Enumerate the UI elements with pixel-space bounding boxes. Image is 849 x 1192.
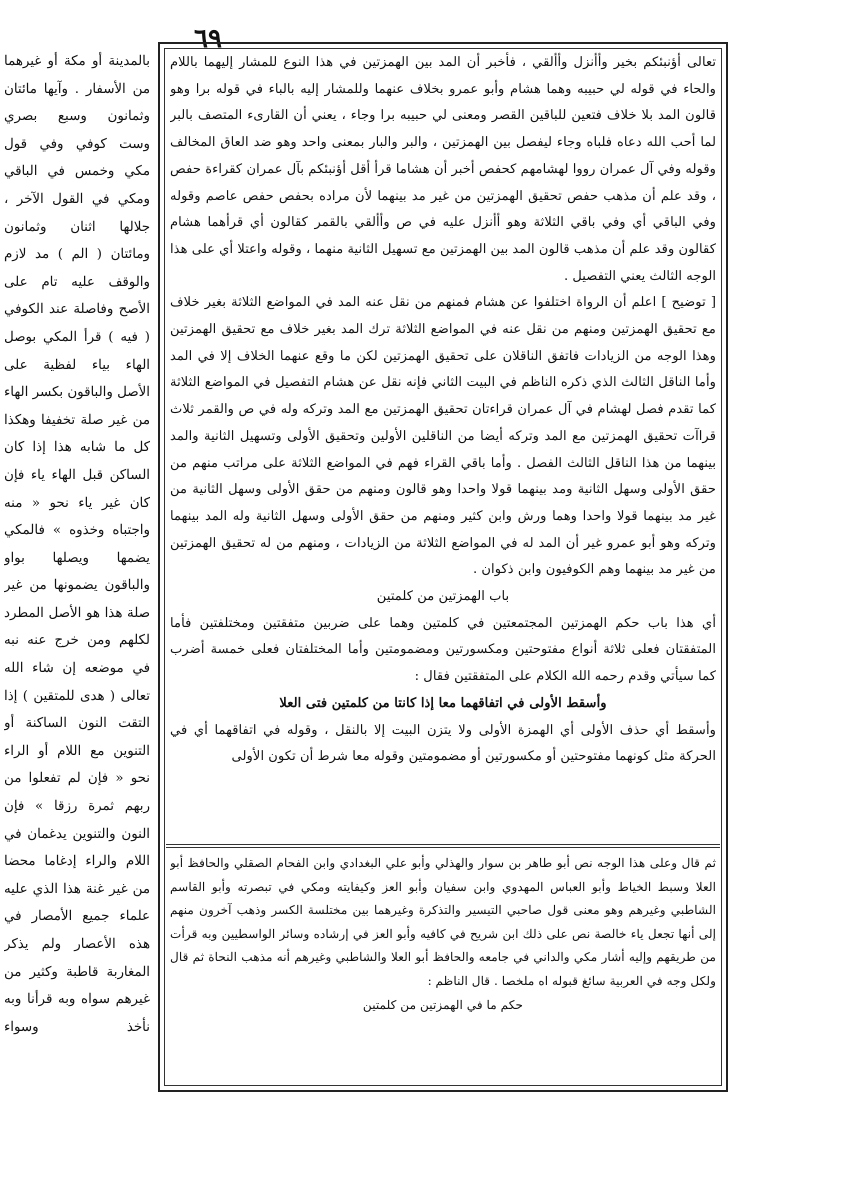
tawdih-paragraph: [ توضيح ] اعلم أن الرواة اختلفوا عن هشام فمنهم من نقل عنه المد في المواضع الثلاثة بغير خلاف مع تحقيق الهمزتين ومنهم من نقل عنه في المواضع الثلاثة ترك المد بغير خلاف مع تحقيق الهمزتين وهذا الوجه من الزيادات فاتفق الناقلان على تحقيق الهمزتين لكن ما وقع عنهما الخلاف إلا في المد وأما الناقل الثالث الذي ذكره الناظم في البيت الثاني فإنه نقل عن هشام التفصيل في المواضع الثلاثة كما تقدم فصل لهشام في آل عمران قراءتان تحقيق الهمزتين مع المد وتركه وله في ص والقمر ثلاث قراآت تحقيق الهمزتين مع المد وتركه أيضا من الناقلين الأولين وتحقيق الأولى وتسهيل الثانية والمد بينهما من هذا الناقل الثالث الفصل . وأما باقي القراء فهم في المواضع الثلاثة على مراتب منهم من حقق الأولى وسهل الثانية ومد بينهما قولا واحدا وهو قالون ومنهم من حقق الأولى وسهل الثانية من غير مد بينهما قولا واحدا وهما ورش وابن كثير ومنهم من حقق الأولى وسهل الثانية وله المد بينهما وتركه وهو أبو عمرو غير أن المد له في المواضع الثلاثة من الزيادات ، ومنهم من له تحقيق الهمزتين من غير مد بينهما وهم الكوفيون وابن ذكوان . <box>170 295 716 578</box>
margin-commentary <box>4 48 150 1078</box>
footnote-body <box>170 852 716 1084</box>
footnote-divider-second-rule <box>166 847 720 848</box>
main-paragraph: تعالى أؤنبئكم بخير وأأنزل وأألقي ، فأخبر أن المد بين الهمزتين في هذا النوع للمشار إليهما باللام والحاء في قوله لي حبيبه وهما هشام وأبو عمرو بخلاف عنهما وللمشار إليه بالباء في قوله برا وهو قالون المد بلا خلاف فتعين للباقين القصر ومعنى لي حبيبه برا وجاء ، يعني أن القارىء المتصف بالبر لما أحب الله دعاه فلباه وجاء ليفصل بين الهمزتين ، والبر والبار بمعنى واحد وهو ضد العاق المخالف وقوله وفي آل عمران رووا لهشامهم كحفص أخبر أن هشاما قرأ أقل أؤنبئكم بآل عمران كقراءة حفص ، وقد علم أن مذهب حفص تحقيق الهمزتين من غير مد بينهما لأن مراده بحفص حفص عاصم وقوله وفي الباقي أي وفي باقي الثلاثة وهو أأنزل عليه في ص وأألقي بالقمر كقالون أي قرأهما هشام كقالون وقد علم أن مذهب قالون المد بين الهمزتين مع تسهيل الثانية منهما ، وقوله واعتلا أي على هذا الوجه الثالث يعني التفصيل . <box>170 55 716 284</box>
verse-commentary: وأسقط أي حذف الأولى أي الهمزة الأولى ولا يتزن البيت إلا بالنقل ، وقوله في اتفاقهما أي في الحركة مثل كونهما مفتوحتين أو مكسورتين أو مضمومتين وقوله معا شرط أن تكون الأولى <box>170 722 716 765</box>
poem-verse: وأسقط الأولى في اتفاقهما معا إذا كانتا من كلمتين فتى العلا <box>279 695 607 711</box>
chapter-heading: باب الهمزتين من كلمتين <box>376 589 510 605</box>
main-text-frame <box>158 42 728 1092</box>
footnote-divider <box>166 844 720 845</box>
page-number: ٦٩ <box>194 24 222 54</box>
main-text-body <box>170 50 716 842</box>
margin-paragraph: بالمدينة أو مكة أو غيرهما من الأسفار . وآيها مائتان وثمانون وسبع بصري وست كوفي وفي قول مكي وخمس في الباقي ومكي في القول الآخر ، جلالها اثنان وثمانون ومائتان ( الم ) مد لازم والوقف عليه تام على الأصح وفاصلة عند الكوفي ( فيه ) قرأ المكي بوصل الهاء بياء لفظية على الأصل والباقون بكسر الهاء من غير صلة تخفيفا وهكذا كل ما شابه هذا إذا كان الساكن قبل الهاء ياء فإن كان غير ياء نحو « منه واجتباه وخذوه » فالمكي يضمها ويصلها بواو والباقون يضمونها من غير صلة هذا هو الأصل المطرد لكلهم ومن خرج عنه نبه في موضعه إن شاء الله تعالى ( هدى للمتقين ) إذا التقت النون الساكنة أو التنوين مع اللام أو الراء نحو « فإن لم تفعلوا من ربهم ثمرة رزقا » فإن النون والتنوين يدغمان في اللام والراء إدغاما محضا من غير غنة هذا الذي عليه علماء جميع الأمصار في هذه الأعصار ولم يذكر المغاربة قاطبة وكثير من غيرهم سواه وبه قرأنا وبه نأخذ وسواء <box>4 54 150 1035</box>
footnote-caption: حكم ما في الهمزتين من كلمتين <box>362 997 524 1012</box>
footnote-paragraph: ثم قال وعلى هذا الوجه نص أبو طاهر بن سوار والهذلي وأبو علي البغدادي وابن الفحام الصقلي والحافظ أبو العلا وسبط الخياط وأبو العباس المهدوي وابن سفيان وأبو العز وكيفايته ومكي في تبصرته وأبو القاسم الشاطبي وغيرهم وهو معنى قول صاحبي التيسير والتذكرة وغيرهما بين مختلسة الكسر وذهب آخرون منهم إلى أنها تجعل ياء خالصة نص على ذلك ابن شريح في كافيه وأبو العز في إرشاده وسائر الواسطيين وبه قرأت من طريقهم وإليه أشار مكي والداني في جامعه والحافظ أبو العلا والشاطبي وغيرهم أنه مذهب النحاة ثم قال ولكل وجه في العربية سائغ قبوله اه ملخصا . قال الناظم : <box>170 856 716 988</box>
chapter-intro-paragraph: أي هذا باب حكم الهمزتين المجتمعتين في كلمتين وهما على ضربين متفقتين ومختلفتين فأما المتفقتان فعلى ثلاثة أنواع مفتوحتين ومكسورتين ومضمومتين وأما المختلفتان فعلى خمسة أضرب كما سيأتي وقدم رحمه الله الكلام على المتفقتين فقال : <box>170 615 716 685</box>
